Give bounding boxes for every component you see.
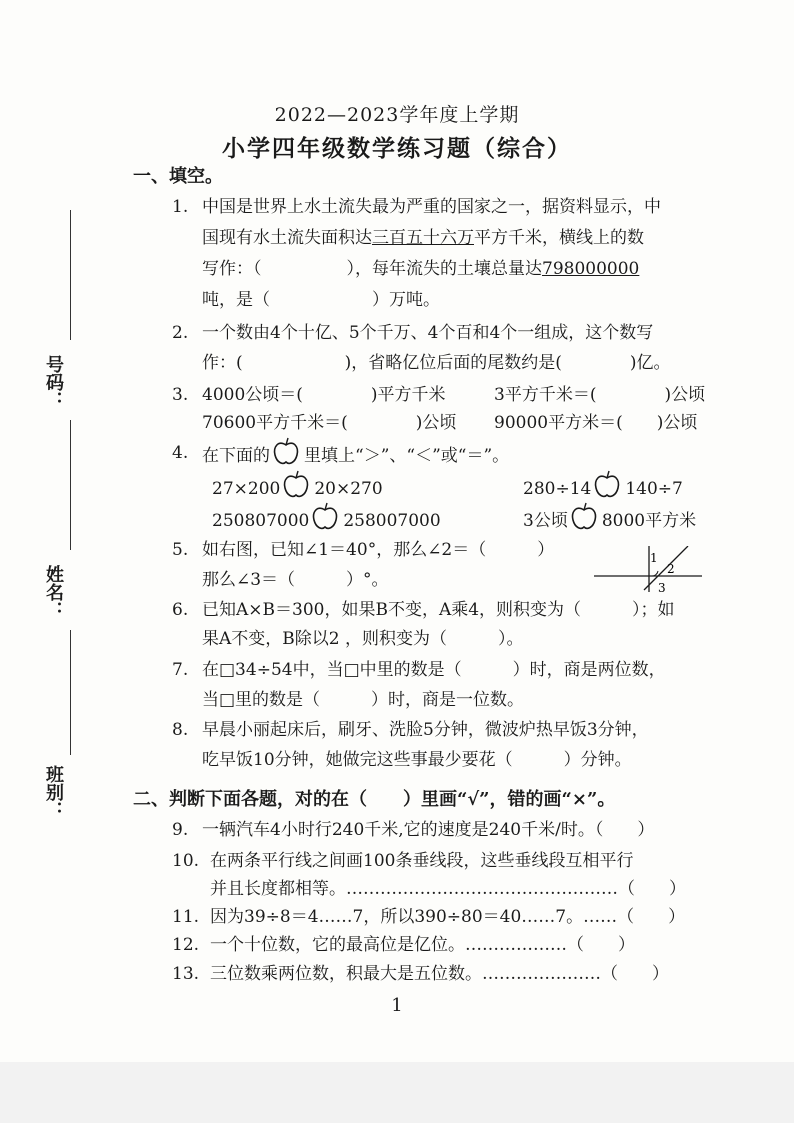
q5-line2: 那么∠3＝（ ）°。 — [202, 570, 389, 590]
q1-line3 — [202, 258, 639, 280]
apple-answer-icon[interactable] — [282, 475, 312, 499]
q4-r1b-left-expr: 280÷14 — [523, 479, 592, 499]
q6-line1: 已知A×B＝300，如果B不变，A乘4，则积变为（ ）；如 — [202, 600, 675, 620]
q1-underlined-area: 三百五十六万 — [372, 228, 474, 248]
section-2-heading: 二、判断下面各题，对的在（ ）里画“√”，错的画“×”。 — [133, 789, 616, 810]
angle-label-3: 3 — [658, 581, 666, 595]
q3-number: 3. — [172, 385, 189, 405]
q6-line2: 果A不变，B除以2 ，则积变为（ ）。 — [202, 629, 524, 649]
side-line-number — [70, 210, 71, 340]
q12-number: 12. — [172, 935, 200, 955]
q4-r1b-right-expr: 140÷7 — [625, 479, 683, 499]
apple-answer-icon[interactable] — [570, 507, 600, 531]
q6-number: 6. — [172, 600, 189, 620]
q1-line2-a: 国现有水土流失面积达 — [202, 228, 372, 248]
side-line-class — [70, 630, 71, 755]
q4-instruction-a: 在下面的 — [202, 446, 270, 466]
q5-number: 5. — [172, 540, 189, 560]
title-main: 小学四年级数学练习题（综合） — [222, 135, 572, 162]
q7-line1: 在□34÷54中，当□中里的数是（ ）时，商是两位数， — [202, 660, 666, 680]
q4-r1a-right-expr: 20×270 — [314, 479, 383, 499]
q2-line2: 作：( )，省略亿位后面的尾数约是( )亿。 — [202, 353, 671, 373]
apple-answer-icon[interactable] — [311, 507, 341, 531]
q13-number: 13. — [172, 964, 200, 984]
side-label-number: 号码： — [43, 355, 64, 409]
q7-number: 7. — [172, 660, 189, 680]
angle-label-2: 2 — [667, 562, 675, 576]
q1-line2-b: 平方千米，横线上的数 — [474, 228, 644, 248]
q8-line2: 吃早饭10分钟，她做完这些事最少要花（ ）分钟。 — [202, 750, 632, 770]
q10-line1: 在两条平行线之间画100条垂线段，这些垂线段互相平行 — [210, 851, 634, 871]
q1-line4: 吨，是（ ）万吨。 — [202, 290, 440, 310]
q9-line1: 一辆汽车4小时行240千米,它的速度是240千米/时。（ ） — [202, 820, 655, 840]
q7-line2: 当□里的数是（ ）时，商是一位数。 — [202, 690, 525, 710]
q3-line2-a: 70600平方千米＝( )公顷 — [202, 413, 457, 433]
q10-line2: 并且长度都相等。…………………………………………（ ） — [210, 879, 686, 899]
q4-r2b-right-expr: 8000平方米 — [601, 511, 697, 531]
q11-line1: 因为39÷8＝4……7，所以390÷80＝40……7。……（ ） — [210, 907, 686, 927]
q11-number: 11. — [172, 907, 200, 927]
side-line-name — [70, 420, 71, 550]
q3-line1-a: 4000公顷＝( )平方千米 — [202, 385, 446, 405]
q3-line1-b: 3平方千米＝( )公顷 — [494, 385, 706, 405]
q4-r2a-right-expr: 258007000 — [343, 511, 441, 531]
side-label-name: 姓名： — [43, 565, 64, 619]
q10-number: 10. — [172, 851, 200, 871]
q4-instruction-b: 里填上“＞”、“＜”或“＝”。 — [304, 446, 510, 466]
q2-line1: 一个数由4个十亿、5个千万、4个百和4个一组成，这个数写 — [202, 323, 654, 343]
section-1-heading: 一、填空。 — [133, 166, 223, 187]
q4-row2-left — [212, 507, 441, 532]
page-bottom-margin — [0, 1062, 794, 1123]
apple-answer-icon[interactable] — [593, 475, 623, 499]
title-year: 2022—2023学年度上学期 — [274, 104, 520, 126]
q4-row1-right — [523, 475, 683, 500]
q4-r1a-left-expr: 27×200 — [212, 479, 281, 499]
q4-r2a-left-expr: 250807000 — [212, 511, 310, 531]
q2-number: 2. — [172, 323, 189, 343]
apple-icon — [272, 442, 302, 466]
q1-line3-a: 写作：（ ），每年流失的土壤总量达 — [202, 259, 542, 279]
angle-label-1: 1 — [650, 551, 658, 565]
q13-line1: 三位数乘两位数，积最大是五位数。…………………（ ） — [210, 964, 669, 984]
q8-line1: 早晨小丽起床后，刷牙、洗脸5分钟，微波炉热早饭3分钟， — [202, 720, 649, 740]
q4-row1-left — [212, 475, 383, 500]
q1-underlined-soil: 798000000 — [542, 259, 640, 279]
q4-r2b-left-expr: 3公顷 — [523, 511, 568, 531]
page-number: 1 — [391, 995, 403, 1016]
q3-line2-b: 90000平方米＝( )公顷 — [494, 413, 698, 433]
q1-line2 — [202, 227, 644, 249]
side-label-class: 班别： — [43, 765, 64, 819]
q4-number: 4. — [172, 443, 189, 463]
q4-row2-right — [523, 507, 696, 532]
angle-figure — [594, 546, 704, 596]
q12-line1: 一个十位数，它的最高位是亿位。………………（ ） — [210, 935, 635, 955]
q4-instruction — [202, 442, 509, 467]
q1-line1: 中国是世界上水土流失最为严重的国家之一，据资料显示，中 — [202, 197, 661, 217]
q9-number: 9. — [172, 820, 189, 840]
q5-line1: 如右图，已知∠1＝40°，那么∠2＝（ ） — [202, 540, 555, 560]
q1-number: 1. — [172, 197, 189, 217]
q8-number: 8. — [172, 720, 189, 740]
